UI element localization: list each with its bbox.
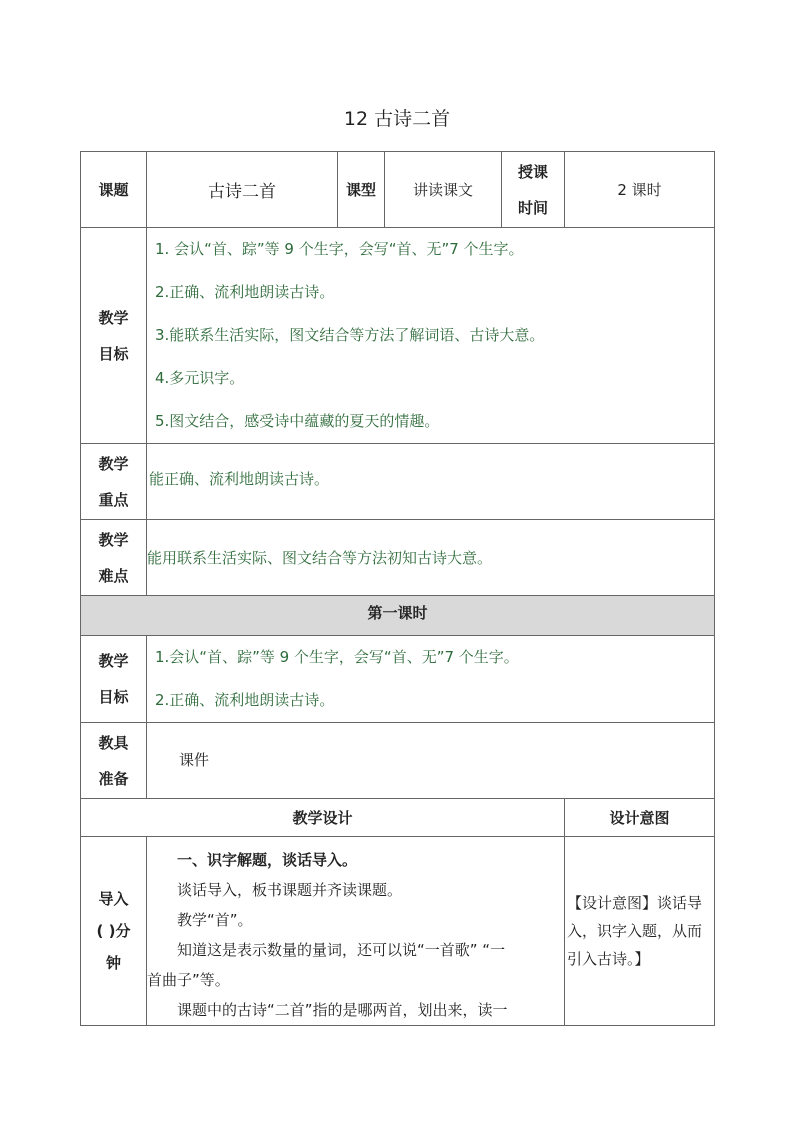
time-label-line-2: 时间 xyxy=(517,198,548,217)
key-row xyxy=(81,444,715,520)
difficulty-label xyxy=(81,520,147,596)
goal-item: 3.能联系生活实际，图文结合等方法了解词语、古诗大意。 xyxy=(155,326,545,344)
type-label: 课型 xyxy=(338,152,385,228)
design-header-row xyxy=(81,799,715,837)
lesson1-goals-label-line-2: 目标 xyxy=(98,688,129,706)
tools-label-line-2: 准备 xyxy=(98,769,129,788)
topic-label: 课题 xyxy=(81,152,147,228)
goals-label-line-2: 目标 xyxy=(98,344,129,363)
tools-text: 课件 xyxy=(147,723,715,799)
time-label xyxy=(502,152,565,228)
goal-item: 2.正确、流利地朗读古诗。 xyxy=(155,283,335,301)
goal-item: 4.多元识字。 xyxy=(155,369,245,387)
difficulty-text: 能用联系生活实际、图文结合等方法初知古诗大意。 xyxy=(147,520,715,596)
design-line: 知道这是表示数量的量词，还可以说“一首歌” “一 xyxy=(177,941,506,959)
goal-item: 1. 会认“首、踪”等 9 个生字，会写“首、无”7 个生字。 xyxy=(155,240,524,258)
design-intent: 【设计意图】谈话导入，识字入题，从而引入古诗。】 xyxy=(565,837,715,1026)
page-title: 12 古诗二首 xyxy=(343,108,451,130)
stage-label-line-3: 钟 xyxy=(105,954,121,972)
design-line: 首曲子”等。 xyxy=(147,971,230,989)
time-value: 2 课时 xyxy=(565,152,715,228)
intent-col-header: 设计意图 xyxy=(565,799,715,837)
tools-label-line-1: 教具 xyxy=(98,733,129,752)
key-text: 能正确、流利地朗读古诗。 xyxy=(147,444,715,520)
lesson1-goals-label-line-1: 教学 xyxy=(98,652,129,670)
goals-row xyxy=(81,228,715,444)
lesson1-heading: 第一课时 xyxy=(81,596,715,636)
difficulty-row xyxy=(81,520,715,596)
goals-label-line-1: 教学 xyxy=(98,308,129,327)
tools-row xyxy=(81,723,715,799)
lesson1-goals-label xyxy=(81,636,147,723)
time-label-line-1: 授课 xyxy=(517,162,548,181)
difficulty-label-line-2: 难点 xyxy=(98,566,129,585)
design-line: 教学“首”。 xyxy=(177,911,253,929)
goal-item: 5.图文结合，感受诗中蕴藏的夏天的情趣。 xyxy=(155,412,440,430)
stage-label-line-1: 导入 xyxy=(98,890,129,908)
goals-list xyxy=(147,228,715,444)
stage-label-line-2: ( )分 xyxy=(96,922,131,940)
goals-label xyxy=(81,228,147,444)
design-section-title: 一、识字解题，谈话导入。 xyxy=(177,851,358,869)
lesson1-goal-item: 2.正确、流利地朗读古诗。 xyxy=(155,691,335,709)
topic-value: 古诗二首 xyxy=(147,152,338,228)
key-label-line-1: 教学 xyxy=(98,454,129,473)
key-label-line-2: 重点 xyxy=(98,490,129,509)
design-line: 课题中的古诗“二首”指的是哪两首，划出来，读一 xyxy=(177,1001,508,1019)
design-line: 谈话导入，板书课题并齐读课题。 xyxy=(177,881,403,899)
lesson1-heading-row xyxy=(81,596,715,636)
type-value: 讲读课文 xyxy=(385,152,502,228)
tools-label xyxy=(81,723,147,799)
lesson1-goal-item: 1.会认“首、踪”等 9 个生字，会写“首、无”7 个生字。 xyxy=(155,648,519,666)
header-row xyxy=(81,152,715,228)
lesson-plan-table xyxy=(80,151,715,1026)
difficulty-label-line-1: 教学 xyxy=(98,530,129,549)
lesson1-goals-list xyxy=(147,636,715,723)
design-content xyxy=(147,837,565,1026)
lesson1-goals-row xyxy=(81,636,715,723)
design-col-header: 教学设计 xyxy=(81,799,565,837)
stage-label xyxy=(81,837,147,1026)
design-body-row xyxy=(81,837,715,1026)
key-label xyxy=(81,444,147,520)
